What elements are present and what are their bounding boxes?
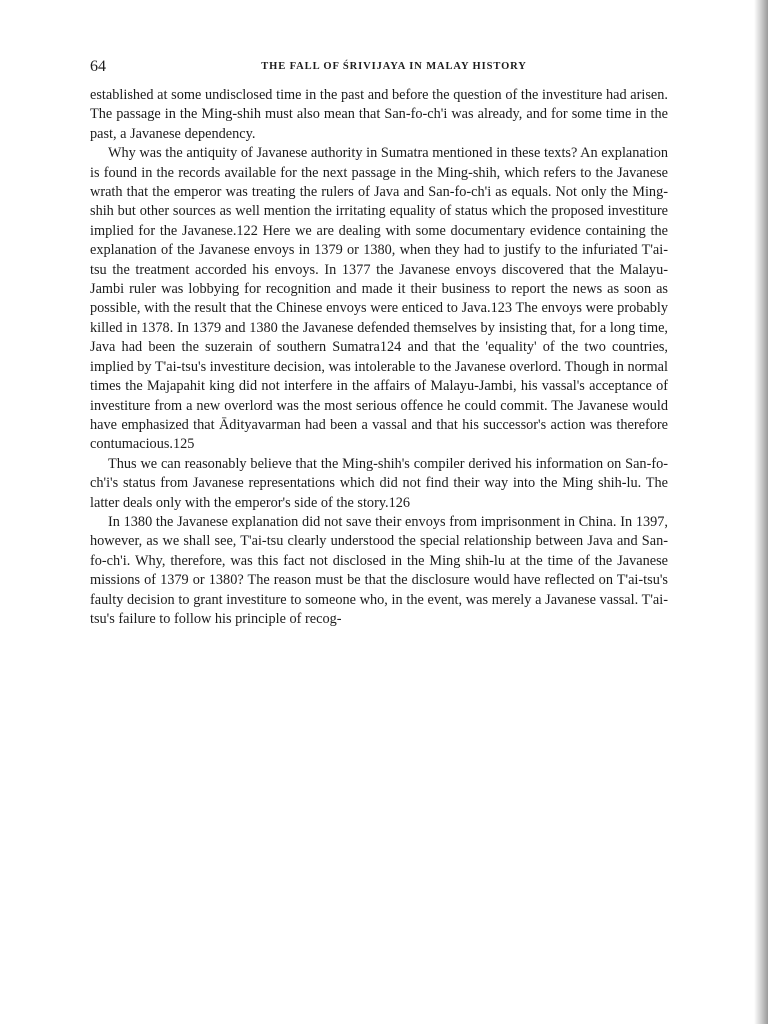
paragraph-4: In 1380 the Javanese explanation did not save their envoys from imprisonment in China. In 1397, however, as we shall see, T'ai-tsu clearly understood the special relationship between Java and San-fo-ch'i. Why, therefore, was this fact not disclosed in the Ming shih-lu at the time of the Javanese missions of 1379 or 1380? The reason must be that the disclosure would have reflected on T'ai-tsu's faulty decision to grant investiture to someone who, in the event, was merely a Javanese vassal. T'ai-tsu's failure to follow his principle of recog- xyxy=(90,513,668,627)
paragraph-1: established at some undisclosed time in the past and before the question of the investiture had arisen. The passage in the Ming-shih must also mean that San-fo-ch'i was already, and for some time in the past, a Javanese dependency. xyxy=(90,87,668,142)
page-number: 64 xyxy=(90,58,106,75)
paragraph-3: Thus we can reasonably believe that the Ming-shih's compiler derived his information on San-fo-ch'i's status from Javanese representations which did not find their way into the Ming shih-lu. The latter deals only with the emperor's side of the story.126 xyxy=(90,455,668,511)
page-edge-shadow xyxy=(754,0,768,1024)
running-title: THE FALL OF ŚRIVIJAYA IN MALAY HISTORY xyxy=(261,61,527,72)
running-head xyxy=(90,58,668,80)
book-page xyxy=(90,58,668,629)
paragraph-2: Why was the antiquity of Javanese authority in Sumatra mentioned in these texts? An explanation is found in the records available for the next passage in the Ming-shih, which refers to the Javanese wrath that the emperor was treating the rulers of Java and San-fo-ch'i as equals. Not only the Ming-shih but other sources as well mention the irritating equality of status which the proposed investiture implied for the Javanese.122 Here we are dealing with some documentary evidence containing the explanation of the Javanese envoys in 1379 or 1380, when they had to justify to the infuriated T'ai-tsu the treatment accorded his envoys. In 1377 the Javanese envoys discovered that the Malayu-Jambi ruler was lobbying for recognition and made it their business to report the news as soon as possible, with the result that the Chinese envoys were enticed to Java.123 The envoys were probably killed in 1378. In 1379 and 1380 the Javanese defended themselves by insisting that, for a long time, Java had been the suzerain of southern Sumatra124 and that the 'equality' of the two countries, implied by T'ai-tsu's investiture decision, was intolerable to the Javanese overlord. Though in normal times the Majapahit king did not interfere in the affairs of Malayu-Jambi, his vassal's acceptance of investiture from a new overlord was the most serious offence he could commit. The Javanese would have emphasized that Ādityavarman had been a vassal and that his successor's action was therefore contumacious.125 xyxy=(90,145,668,453)
